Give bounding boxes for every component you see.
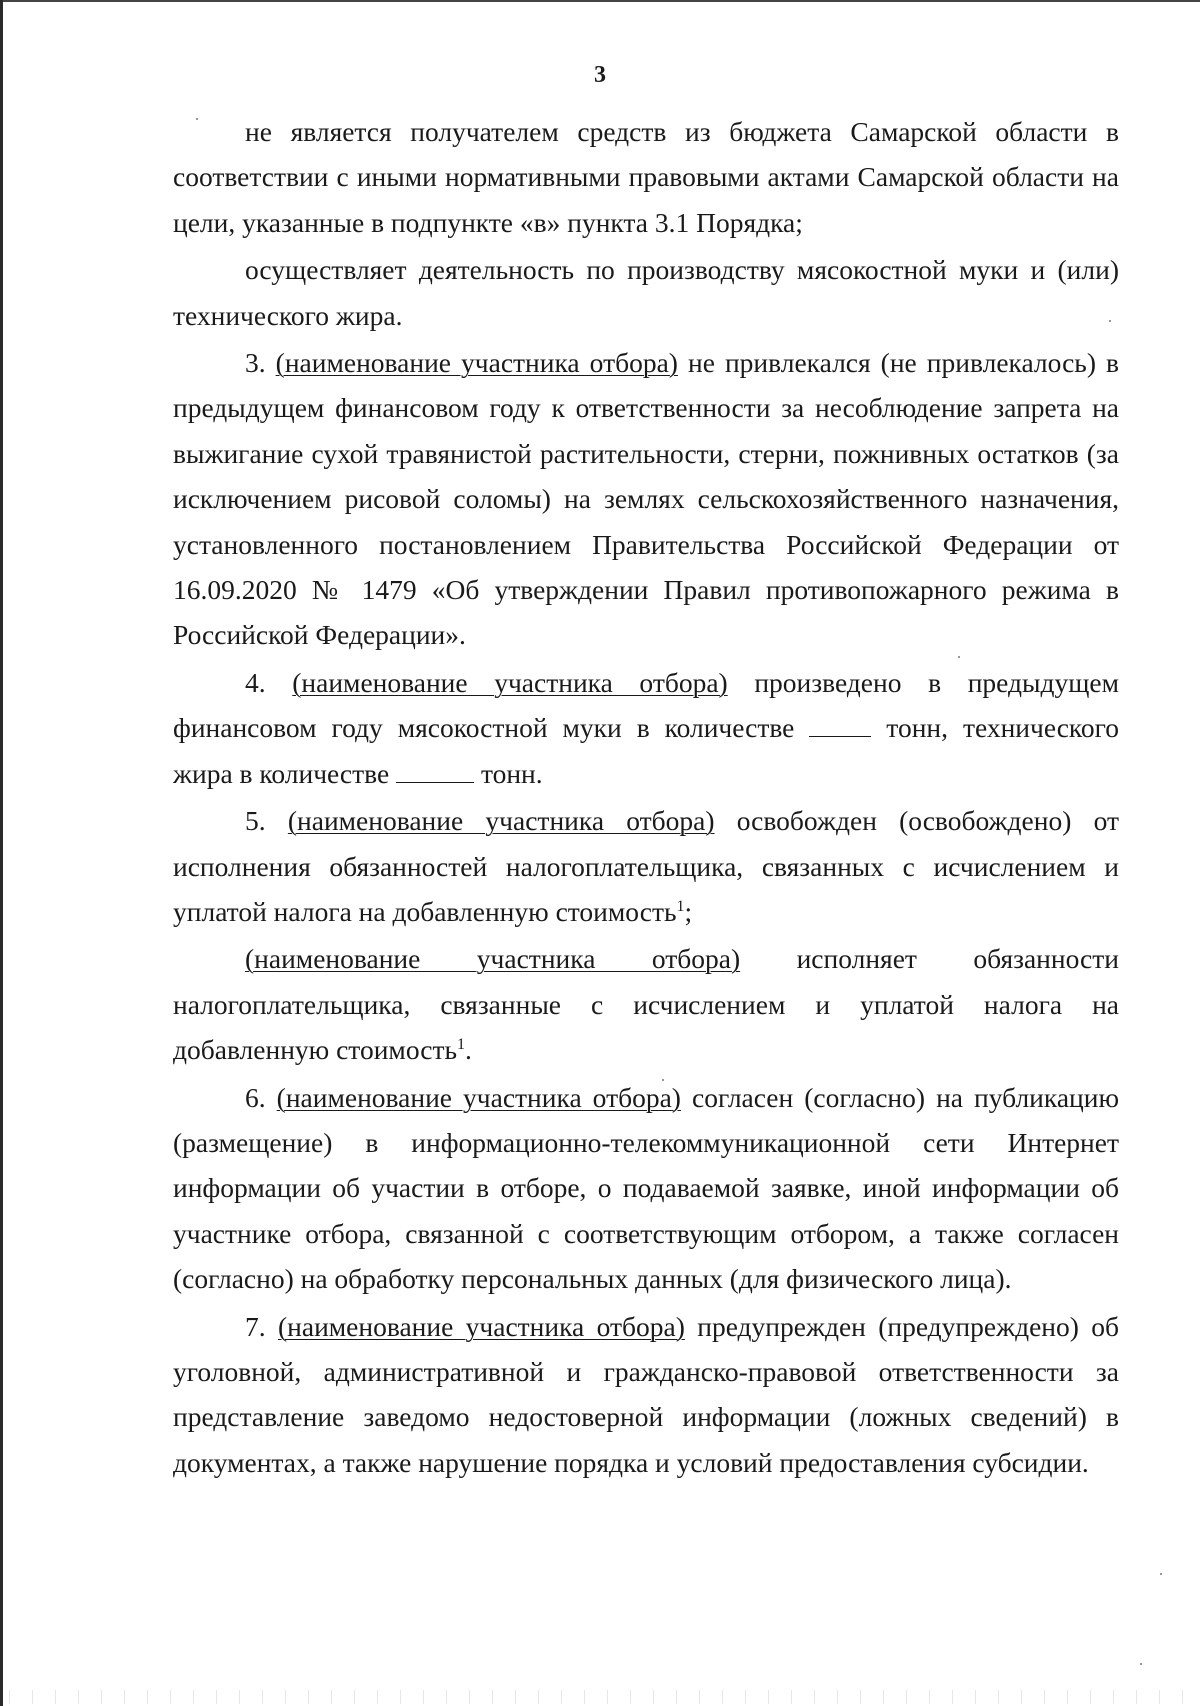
scan-speck [958,656,960,658]
scan-speck [662,1079,664,1081]
blank-field-meat-bone-meal-tons [809,716,871,737]
participant-name-placeholder: (наименование участника отбора) [275,347,678,379]
paragraph-text: тонн, технического жира в количестве [173,712,1119,789]
footnote-marker: 1 [457,1035,466,1053]
page-number: 3 [594,62,606,88]
paragraph-continuation-2 [173,247,1119,338]
scan-speck [1109,320,1111,322]
footnote-marker: 1 [676,897,685,915]
scan-edge-left [0,0,3,1706]
scan-speck [1140,1663,1142,1665]
paragraph-text: освобожден (освобождено) от исполнения обязанностей налогоплательщика, связанных с исчислением и уплатой налога на добавленную стоимость [173,805,1119,927]
scan-speck [196,118,198,120]
paragraph-text: не привлекался (не привлекалось) в предыдущем финансовом году к ответственности за несоблюдение запрета на выжигание сухой травянистой растительности, стерни, пожнивных остатков (за исключением рисовой соломы) на землях сельскохозяйственного назначения, установленного постановлением Правительства Российской Федерации от 16.09.2020 № 1479 «Об утверждении Правил противопожарного режима в Российской Федерации». [173,347,1120,651]
scan-edge-top [0,0,1200,2]
paragraph-3 [173,340,1119,658]
paragraph-text: осуществляет деятельность по производству мясокостной муки и (или) технического жира. [173,254,1119,331]
blank-field-technical-fat-tons [396,762,474,783]
paragraph-text: согласен (согласно) на публикацию (размещение) в информационно-телекоммуникационной сети Интернет информации об участии в отборе, о подаваемой заявке, иной информации об участнике отбора, связанной с соответствующим отбором, а также согласен (согласно) на обработку персональных данных (для физического лица). [173,1081,1120,1295]
document-body [173,109,1119,1487]
paragraph-tail: . [465,1034,472,1066]
paragraph-4 [173,660,1119,796]
participant-name-placeholder: (наименование участника отбора) [245,943,741,975]
paragraph-5b [173,936,1119,1072]
paragraph-text: тонн. [480,757,543,789]
paragraph-6 [173,1075,1119,1302]
paragraph-number: 4. [245,666,266,698]
paragraph-number: 6. [245,1081,266,1113]
paragraph-text: не является получателем средств из бюджета Самарской области в соответствии с иными нормативными правовыми актами Самарской области на цели, указанные в подпункте «в» пункта 3.1 Порядка; [173,116,1119,238]
scan-speck [1160,1573,1162,1575]
paragraph-7 [173,1304,1119,1486]
paragraph-5 [173,798,1119,934]
participant-name-placeholder: (наименование участника отбора) [277,1310,685,1342]
paragraph-tail: ; [684,895,693,927]
participant-name-placeholder: (наименование участника отбора) [292,666,728,698]
participant-name-placeholder: (наименование участника отбора) [276,1081,681,1113]
paragraph-text: произведено в предыдущем финансовом году мясокостной муки в количестве [173,666,1119,744]
paragraph-continuation-1 [173,109,1119,245]
paragraph-number: 5. [245,805,266,837]
participant-name-placeholder: (наименование участника отбора) [287,805,715,837]
scan-bottom-noise [0,1690,1200,1704]
paragraph-text: предупрежден (предупреждено) об уголовной, административной и гражданско-правовой ответственности за представление заведомо недостоверной информации (ложных сведений) в документах, а также нарушение порядка и условий предоставления субсидии. [173,1310,1120,1478]
paragraph-number: 3. [245,347,266,379]
paragraph-text: исполняет обязанности налогоплательщика, связанные с исчислением и уплатой налога на добавленную стоимость [173,943,1119,1066]
paragraph-number: 7. [245,1310,266,1342]
